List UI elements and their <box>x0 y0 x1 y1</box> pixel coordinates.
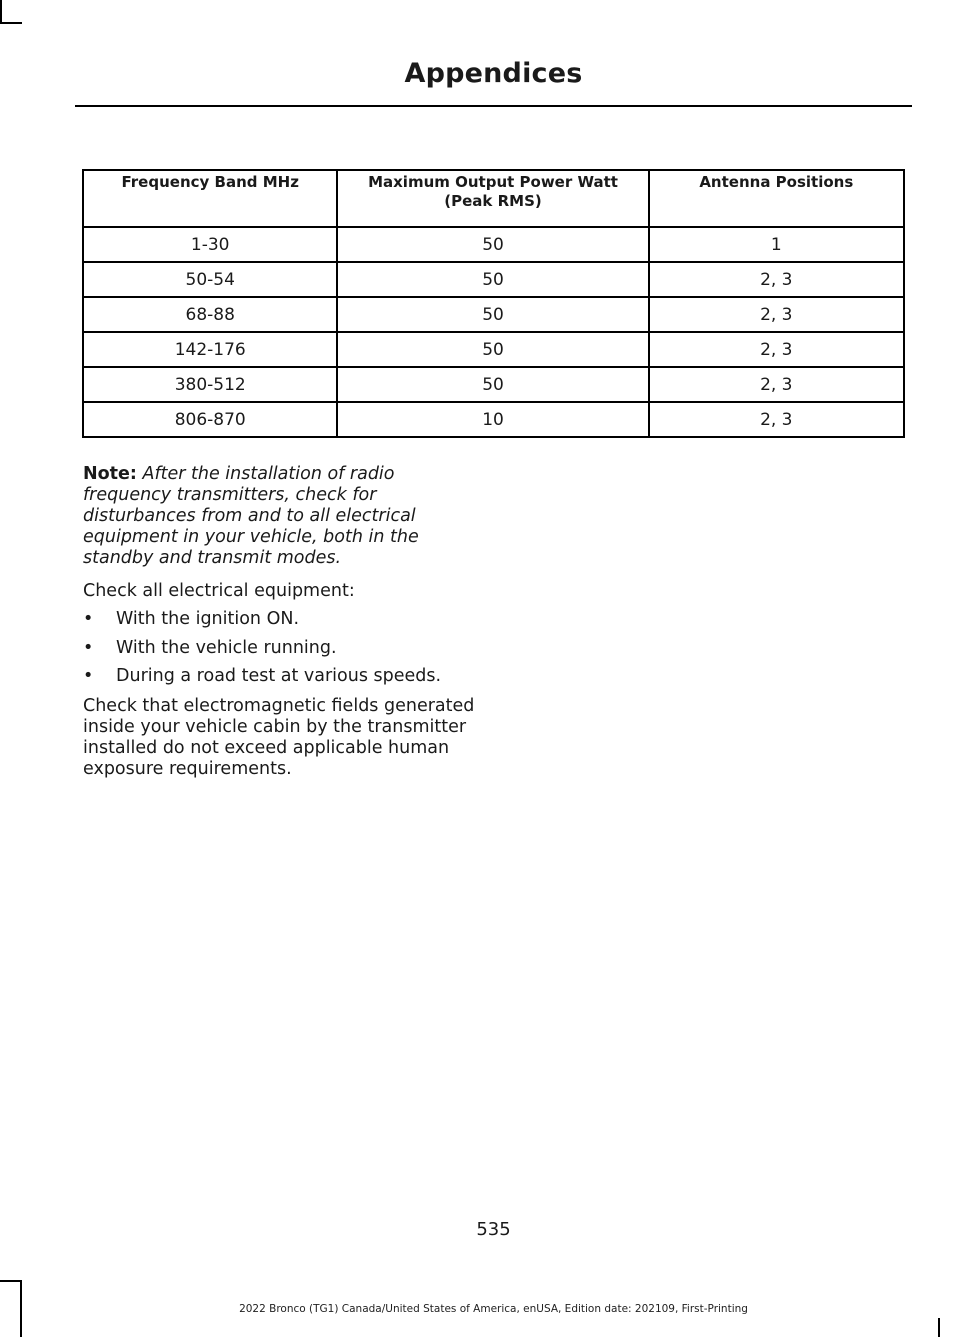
footer-edition-info: 2022 Bronco (TG1) Canada/United States of America, enUSA, Edition date: 202109, First-Printing <box>239 1303 748 1315</box>
antenna-cell: 2, 3 <box>649 367 904 402</box>
frequency-cell: 68-88 <box>83 297 337 332</box>
page-title: Appendices <box>404 58 583 89</box>
table-row <box>83 297 904 332</box>
frequency-cell: 1-30 <box>83 227 337 262</box>
table-row <box>83 227 904 262</box>
power-cell: 50 <box>337 262 648 297</box>
closing-paragraph: Check that electromagnetic fields generated inside your vehicle cabin by the transmitter installed do not exceed applicable human exposure requirements. <box>83 696 475 779</box>
antenna-cell: 2, 3 <box>649 262 904 297</box>
frequency-cell: 380-512 <box>83 367 337 402</box>
antenna-cell: 2, 3 <box>649 297 904 332</box>
crop-mark-bottom-right <box>938 1318 940 1337</box>
bullet-text: During a road test at various speeds. <box>116 666 442 686</box>
page-number: 535 <box>476 1219 511 1240</box>
column-header-antenna: Antenna Positions <box>649 170 904 227</box>
crop-mark-bottom-left <box>0 1280 22 1282</box>
power-cell: 50 <box>337 367 648 402</box>
bullet-marker: • <box>83 609 94 629</box>
frequency-cell: 806-870 <box>83 402 337 437</box>
column-header-frequency: Frequency Band MHz <box>83 170 337 227</box>
note-text: After the installation of radio frequency transmitters, check for disturbances from and to all electrical equipment in your vehicle, both in the standby and transmit modes. <box>83 464 419 568</box>
table-row <box>83 262 904 297</box>
table-row <box>83 402 904 437</box>
power-cell: 50 <box>337 332 648 367</box>
antenna-cell: 2, 3 <box>649 402 904 437</box>
frequency-cell: 50-54 <box>83 262 337 297</box>
crop-mark-top-left-h <box>0 22 22 24</box>
power-cell: 50 <box>337 227 648 262</box>
title-divider <box>75 105 912 107</box>
frequency-table <box>82 169 905 438</box>
table-row <box>83 332 904 367</box>
note-paragraph <box>83 464 483 569</box>
bullet-marker: • <box>83 666 94 686</box>
antenna-cell: 2, 3 <box>649 332 904 367</box>
check-intro: Check all electrical equipment: <box>83 581 355 601</box>
antenna-cell: 1 <box>649 227 904 262</box>
crop-mark-top-left <box>0 0 2 23</box>
table-header-row <box>83 170 904 227</box>
table-row <box>83 367 904 402</box>
note-label: Note: <box>83 464 137 484</box>
power-cell: 50 <box>337 297 648 332</box>
power-cell: 10 <box>337 402 648 437</box>
bullet-text: With the ignition ON. <box>116 609 300 629</box>
bullet-marker: • <box>83 638 94 658</box>
column-header-output-power: Maximum Output Power Watt (Peak RMS) <box>337 170 648 227</box>
frequency-cell: 142-176 <box>83 332 337 367</box>
bullet-text: With the vehicle running. <box>116 638 337 658</box>
